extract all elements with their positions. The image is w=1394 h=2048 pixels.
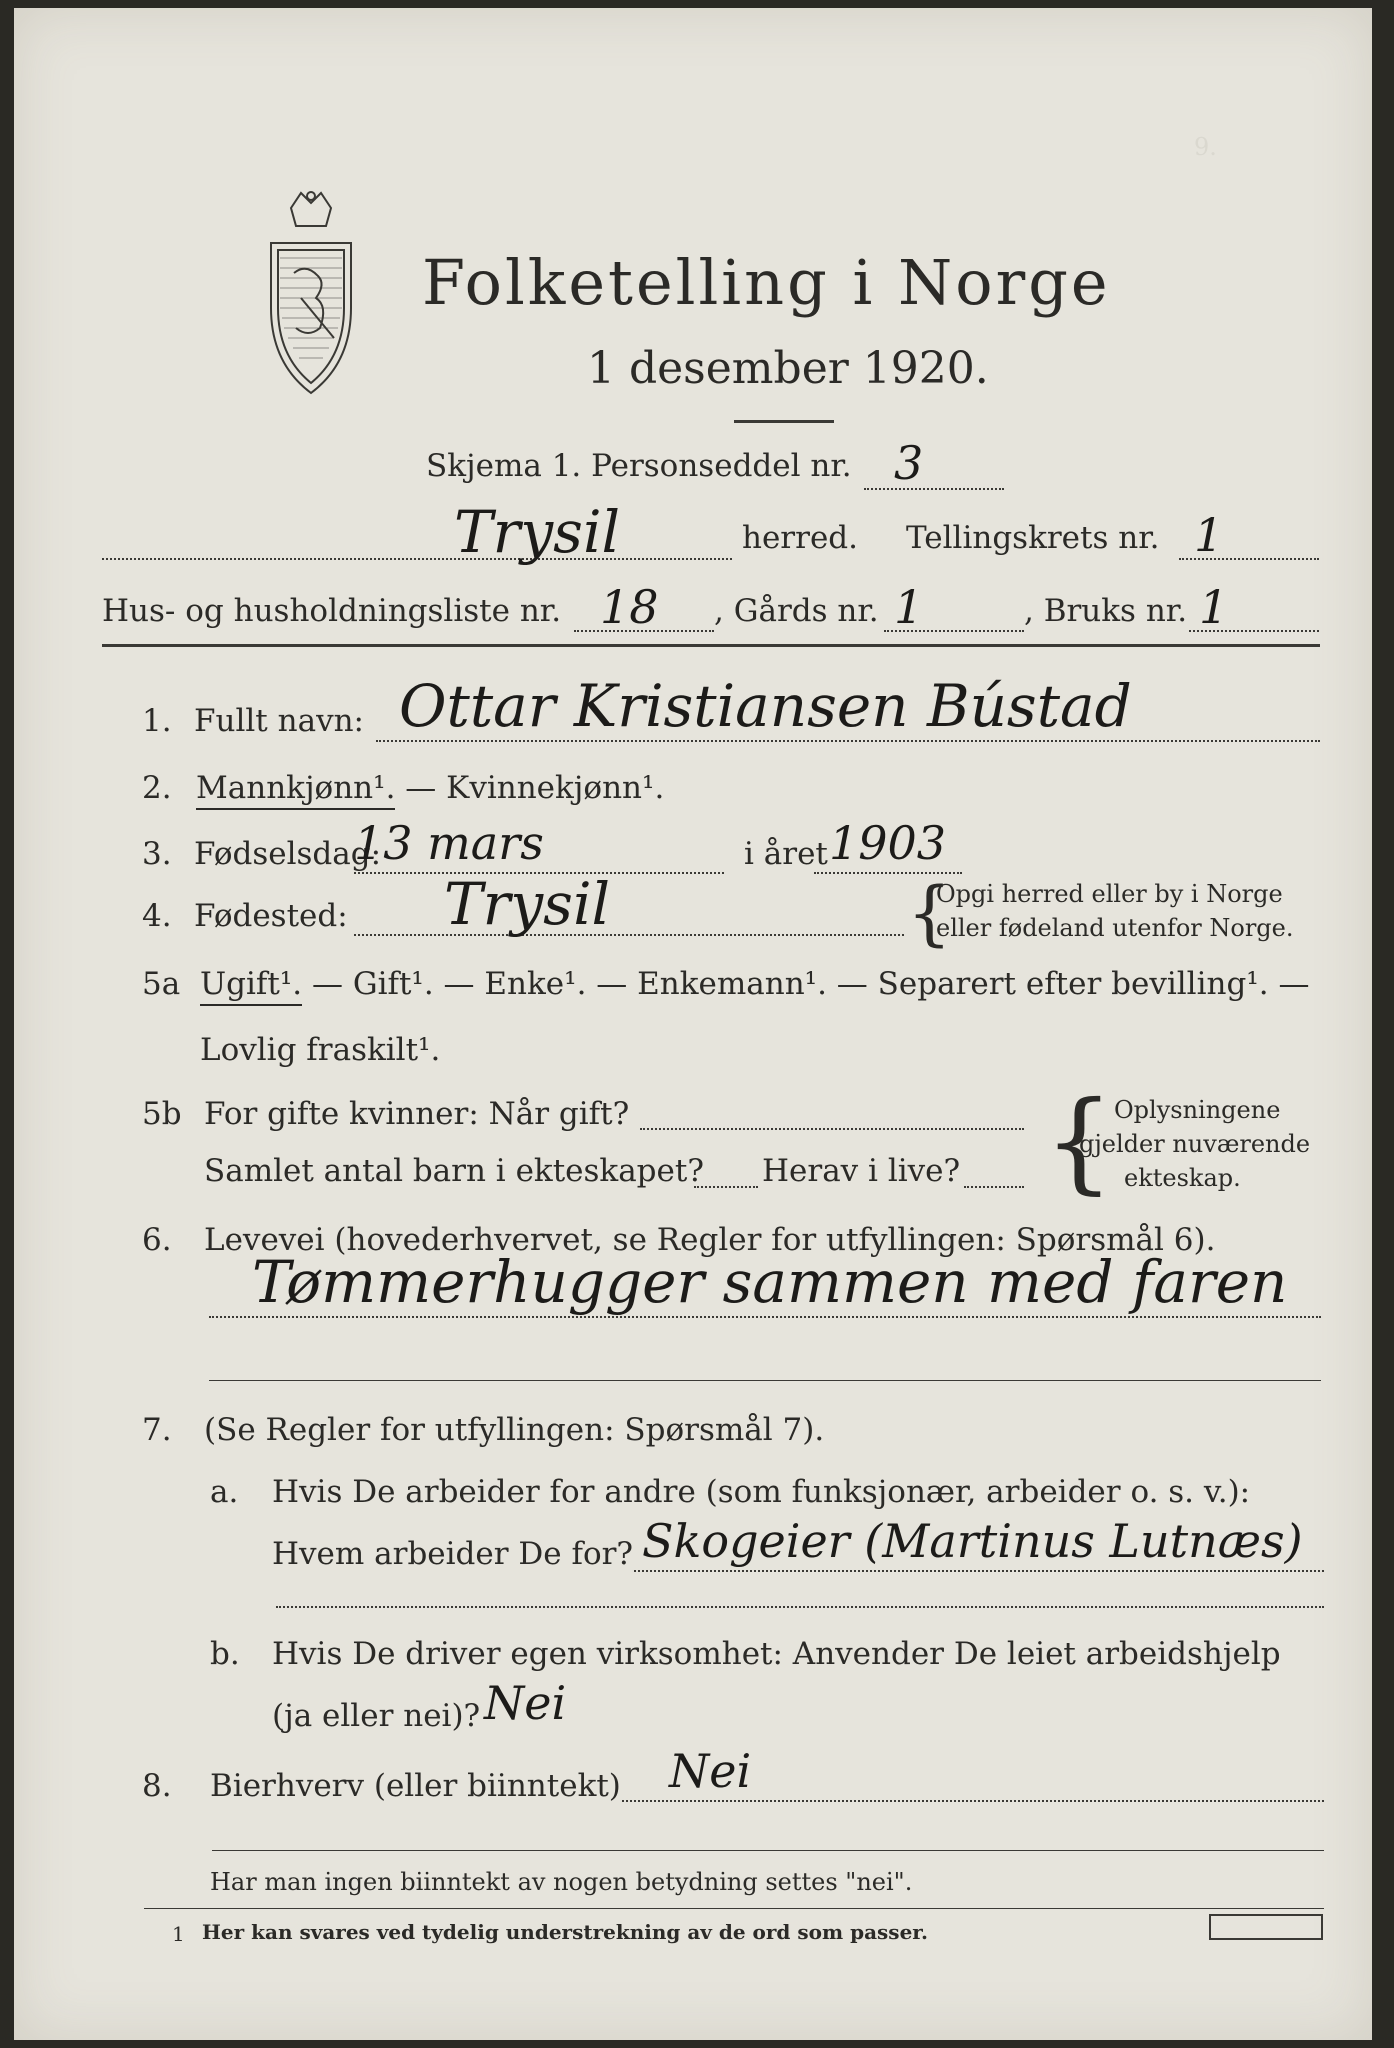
q3-year-value: 1903 [829, 816, 947, 870]
q8-line [622, 1800, 1324, 1802]
q5b-line2a: Samlet antal barn i ekteskapet? [204, 1153, 704, 1189]
printer-stamp [1209, 1914, 1323, 1940]
q6-label: Levevei (hovederhvervet, se Regler for utfyllingen: Spørsmål 6). [204, 1222, 1216, 1258]
personseddel-line [864, 488, 1004, 490]
gards-label: , Gårds nr. [714, 593, 879, 629]
personseddel-value: 3 [894, 436, 924, 490]
q7a-line2: Hvem arbeider De for? [272, 1536, 634, 1572]
q7b-letter: b. [210, 1636, 240, 1672]
q5b-children-line [694, 1186, 758, 1188]
q7a-value-line [634, 1570, 1324, 1572]
q7a-letter: a. [210, 1474, 239, 1510]
gards-value: 1 [894, 580, 924, 634]
q8-number: 8. [142, 1768, 172, 1804]
hus-label: Hus- og husholdningsliste nr. [102, 593, 562, 629]
q7a-extra-line [276, 1606, 1324, 1608]
q8-extra-line [212, 1850, 1324, 1851]
footer-note: Har man ingen biinntekt av nogen betydning settes "nei". [210, 1868, 913, 1896]
q5b-number: 5b [142, 1096, 182, 1132]
q7a-value: Skogeier (Martinus Lutnæs) [642, 1514, 1303, 1568]
coat-of-arms-icon [246, 188, 376, 408]
bruks-label: , Bruks nr. [1024, 593, 1188, 629]
footnote-mark: 1 [172, 1922, 185, 1946]
q5b-note-line2: gjelder nuværende [1079, 1130, 1311, 1158]
q2-number: 2. [142, 770, 172, 806]
q2-separator: — [395, 770, 447, 806]
q1-number: 1. [142, 703, 172, 739]
q2-row [196, 770, 664, 806]
q7b-value: Nei [484, 1676, 567, 1730]
census-form-page: 9. Folketelling i Norge 1 desember 1920. Skjema 1. Personseddel nr. 3 Trysil herred. Tellingskrets nr. 1 Hus- og husholdningsliste nr. 18 , Gårds nr. 1 , Bruks nr. 1 1. Fullt navn: Ottar Kristiansen Bústad 2. Mannkjønn¹. — Kvinnekjønn¹. 3. Fødselsdag: 13 mars i året 1903 4. Fødested: Trysil { Opgi herred eller by i Norge eller fødeland utenfor Norge. 5a Ugift¹. — Gift¹. — Enke¹. — Enkemann¹. — Separert efter bevilling¹. — Lovlig fraskilt¹. 5b For gifte kvinner: Når gift? Samlet antal barn i ekteskapet? Herav i live? { Oplysningene gjelder nuværende ekteskap. 6. Levevei (hovederhvervet, se Regler for utfyllingen: Spørsmål 6). Tømmerhugger sammen med faren 7. (Se Regler for utfyllingen: Spørsmål 7). a. Hvis De arbeider for andre (som funksjonær, arbeider o. s. v.): Hvem arbeider De for? Skogeier (Martinus Lutnæs) b. Hvis De driver egen virksomhet: Anvender De leiet arbeidshjelp (ja eller nei)? Nei 8. Bierhverv (eller biinntekt) Nei Har man ingen biinntekt av nogen betydning settes "nei". 1 Her kan svares ved tydelig understrekning av de ord som passer. [14, 8, 1372, 2040]
q5b-note-line3: ekteskap. [1124, 1164, 1241, 1192]
bleed-through-text: 9. [1194, 133, 1217, 161]
q4-note-line1: Opgi herred eller by i Norge [936, 880, 1283, 908]
herred-value: Trysil [454, 498, 621, 566]
section-divider [102, 644, 1320, 647]
q5a-number: 5a [142, 966, 181, 1002]
footnote-text: Her kan svares ved tydelig understrekning av de ord som passer. [202, 1920, 928, 1944]
q4-line [354, 934, 904, 936]
q8-value: Nei [669, 1744, 752, 1798]
hus-value: 18 [600, 580, 659, 634]
q7b-line2: (ja eller nei)? [272, 1698, 481, 1734]
q8-label: Bierhverv (eller biinntekt) [210, 1768, 621, 1804]
q5a-other-options: — Gift¹. — Enke¹. — Enkemann¹. — Separert efter bevilling¹. — [302, 966, 1310, 1002]
q3-value: 13 mars [354, 816, 544, 870]
tellingskrets-value: 1 [1194, 508, 1224, 562]
footer-divider [144, 1908, 1324, 1909]
q5a-ugift-option: Ugift¹. [200, 966, 302, 1006]
bruks-value: 1 [1199, 580, 1229, 634]
q6-line2 [209, 1380, 1321, 1381]
q3-year-label: i året [744, 836, 828, 872]
q5b-alive-line [964, 1186, 1024, 1188]
q5b-line2b: Herav i live? [762, 1153, 961, 1189]
q7-label: (Se Regler for utfyllingen: Spørsmål 7). [204, 1412, 825, 1448]
q5b-line1: For gifte kvinner: Når gift? [204, 1096, 630, 1132]
q6-value: Tømmerhugger sammen med faren [252, 1248, 1288, 1316]
q5a-row [200, 966, 1309, 1002]
census-date: 1 desember 1920. [587, 343, 989, 394]
q4-number: 4. [142, 898, 172, 934]
tellingskrets-label: Tellingskrets nr. [906, 520, 1160, 556]
herred-line [102, 558, 732, 560]
q4-label: Fødested: [194, 898, 348, 934]
title-divider [734, 420, 834, 423]
q1-label: Fullt navn: [194, 703, 364, 739]
q2-mann-option: Mannkjønn¹. [196, 770, 395, 810]
schema-label: Skjema 1. Personseddel nr. [426, 448, 852, 484]
q5a-line2: Lovlig fraskilt¹. [200, 1032, 441, 1068]
q2-kvinne-option: Kvinnekjønn¹. [446, 770, 665, 806]
q4-value: Trysil [444, 870, 611, 938]
q7a-line1: Hvis De arbeider for andre (som funksjonær, arbeider o. s. v.): [272, 1474, 1251, 1510]
form-title: Folketelling i Norge [422, 246, 1111, 319]
q7-number: 7. [142, 1412, 172, 1448]
q1-line [376, 740, 1320, 742]
q7b-line1: Hvis De driver egen virksomhet: Anvender De leiet arbeidshjelp [272, 1636, 1281, 1672]
q5b-note-line1: Oplysningene [1114, 1096, 1281, 1124]
q3-number: 3. [142, 836, 172, 872]
q1-value: Ottar Kristiansen Bústad [399, 672, 1132, 740]
q5b-married-line [640, 1128, 1024, 1130]
q3-label: Fødselsdag: [194, 836, 382, 872]
q4-note-line2: eller fødeland utenfor Norge. [936, 914, 1294, 942]
q6-line1 [209, 1316, 1321, 1318]
herred-label: herred. [742, 520, 858, 556]
q6-number: 6. [142, 1222, 172, 1258]
